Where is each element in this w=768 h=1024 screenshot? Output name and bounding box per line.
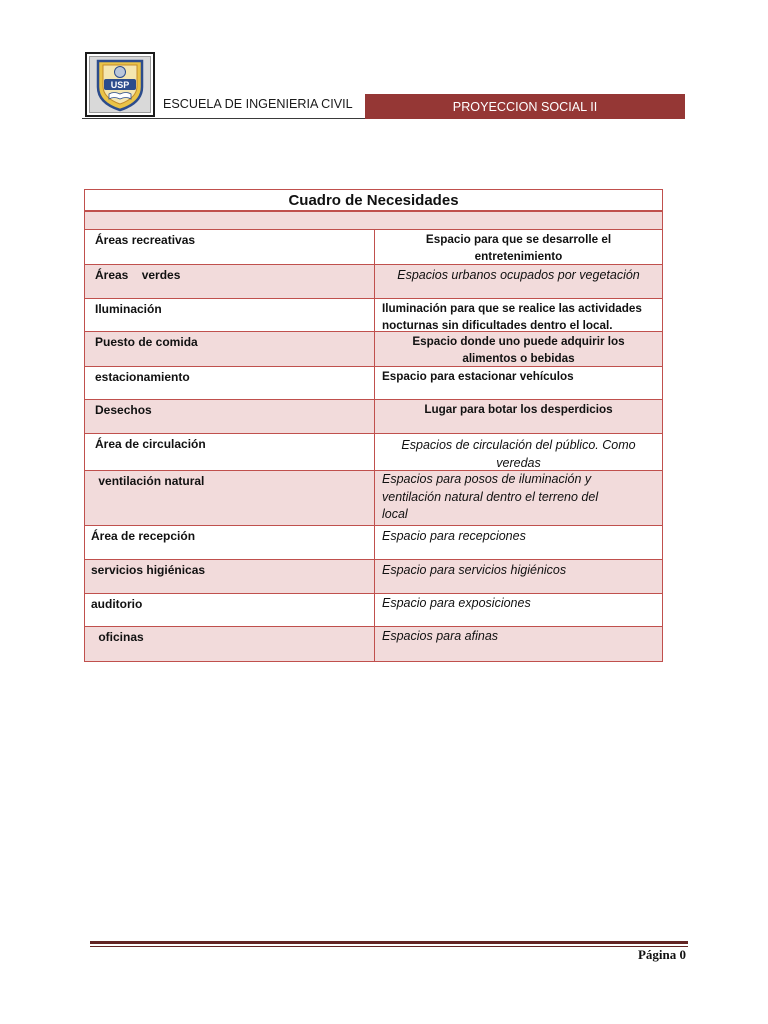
table-row — [85, 471, 662, 526]
footer-rule-thin — [90, 946, 688, 947]
description-text: Espacio donde uno puede adquirir los alimentos o bebidas — [412, 335, 625, 365]
table-row — [85, 400, 662, 434]
table-row — [85, 230, 662, 265]
description-cell — [375, 434, 662, 470]
description-cell: Espacio para estacionar vehículos — [382, 370, 574, 383]
space-cell: Puesto de comida — [85, 332, 375, 366]
description-text: Lugar para botar los desperdicios — [424, 403, 613, 416]
shield-icon — [94, 57, 146, 112]
description-cell — [375, 471, 662, 525]
header-divider — [82, 118, 366, 119]
description-cell: Iluminación para que se realice las actividades nocturnas sin dificultades dentro el local. — [382, 302, 642, 332]
table-row — [85, 560, 662, 594]
description-text: Espacios urbanos ocupados por vegetación — [397, 268, 640, 282]
space-cell: Desechos — [85, 400, 375, 433]
table-row — [85, 265, 662, 299]
description-text: Espacio para que se desarrolle el entretenimiento — [425, 233, 612, 263]
description-cell — [375, 265, 662, 298]
logo-background — [89, 56, 151, 113]
table-blank-row — [85, 212, 662, 230]
table-row — [85, 627, 662, 661]
space-cell: Áreas verdes — [85, 265, 375, 298]
space-cell: servicios higiénicas — [85, 560, 375, 593]
description-text: Espacios para posos de iluminación y ventilación natural dentro el terreno del local — [382, 472, 599, 521]
school-logo — [85, 52, 155, 117]
table-row — [85, 434, 662, 471]
space-cell: Áreas recreativas — [85, 230, 375, 264]
course-banner — [365, 94, 685, 119]
description-text: Espacios para afinas — [382, 629, 499, 643]
course-title: PROYECCION SOCIAL II — [452, 99, 598, 114]
table-row — [85, 332, 662, 367]
description-cell — [375, 560, 662, 593]
table-row — [85, 367, 662, 400]
table-row — [85, 299, 662, 332]
footer-rule — [90, 941, 688, 944]
page-number: Página 0 — [637, 947, 686, 962]
school-name: ESCUELA DE INGENIERIA CIVIL — [163, 97, 353, 111]
description-cell — [375, 526, 662, 559]
space-cell: oficinas — [85, 627, 375, 661]
description-text: Espacio para recepciones — [382, 529, 526, 543]
space-cell: estacionamiento — [85, 367, 375, 399]
table-row — [85, 594, 662, 627]
needs-table — [84, 189, 663, 662]
description-cell — [375, 594, 662, 626]
space-cell: auditorio — [85, 594, 375, 626]
description-text: Espacios de circulación del público. Como veredas — [401, 438, 636, 470]
description-cell — [375, 332, 662, 366]
description-cell — [375, 230, 662, 264]
description-text: Espacio para servicios higiénicos — [382, 563, 567, 577]
description-cell — [375, 627, 662, 661]
space-cell: Área de recepción — [85, 526, 375, 559]
logo-lettering: USP — [110, 80, 130, 90]
space-cell: Iluminación — [85, 299, 375, 331]
table-row — [85, 526, 662, 560]
description-text: Espacio para exposiciones — [382, 596, 531, 610]
space-cell: Área de circulación — [85, 434, 375, 470]
description-cell — [375, 400, 662, 433]
table-title: Cuadro de Necesidades — [85, 190, 662, 212]
space-cell: ventilación natural — [85, 471, 375, 525]
